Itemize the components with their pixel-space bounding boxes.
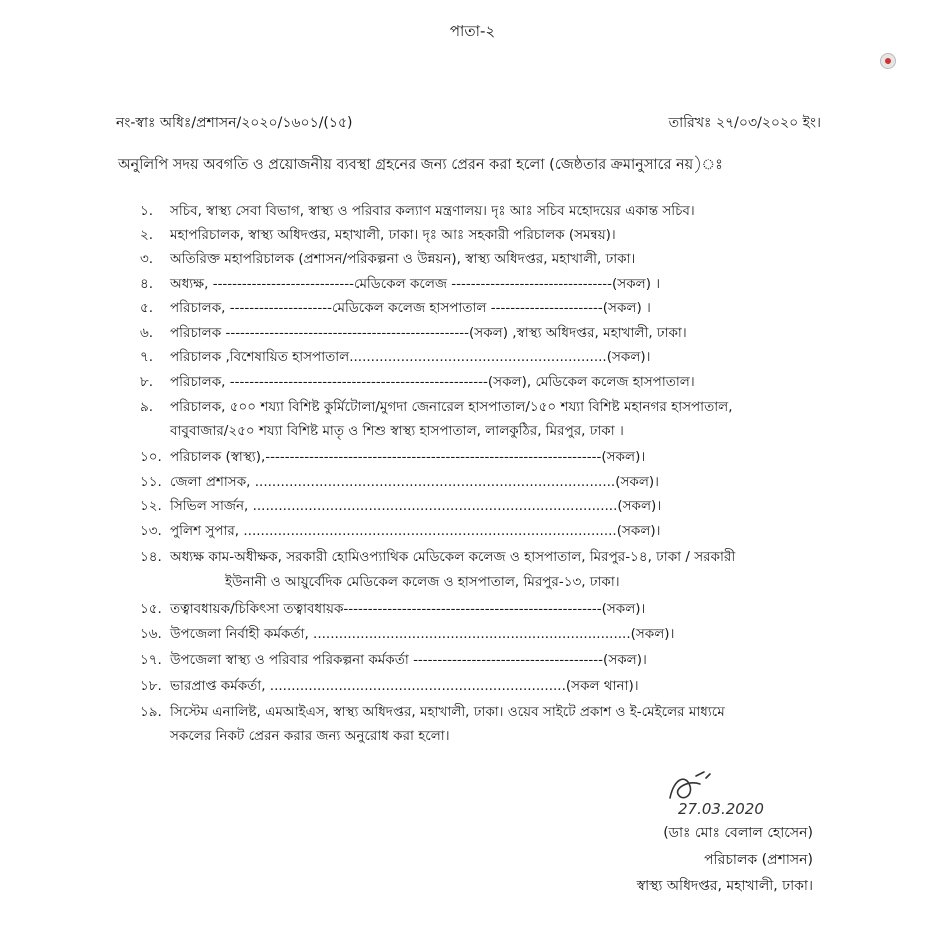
page-label: পাতা-২ — [449, 22, 496, 40]
signatory-designation: পরিচালক (প্রশাসন) — [704, 852, 813, 868]
list-item: ৬. পরিচালক --------------------------------------------------(সকল) ,স্বাস্থ্য অধিদপ্তর, মহাখালী, ঢাকা। — [140, 325, 687, 341]
list-item: ১২. সিভিল সার্জন, .....................................................................................(সকল)। — [140, 498, 662, 514]
list-item: ১৬. উপজেলা নির্বাহী কর্মকর্তা, ..........................................................................(সকল)। — [140, 626, 675, 642]
list-item: ৯. পরিচালক, ৫০০ শয্যা বিশিষ্ট কুর্মিটোলা/মুগদা জেনারেল হাসপাতাল/১৫০ শয্যা বিশিষ্ট মহানগর হাসপাতাল, — [140, 399, 733, 415]
signatory-office: স্বাস্থ্য অধিদপ্তর, মহাখালী, ঢাকা। — [636, 878, 813, 894]
reference-number: নং-স্বাঃ অধিঃ/প্রশাসন/২০২০/১৬০১/(১৫) — [116, 115, 353, 131]
list-item-continuation: ইউনানী ও আয়ুর্বেদিক মেডিকেল কলেজ ও হাসপাতাল, মিরপুর-১৩, ঢাকা। — [225, 574, 620, 590]
list-item-continuation: বাবুবাজার/২৫০ শয্যা বিশিষ্ট মাতৃ ও শিশু স্বাস্থ্য হাসপাতাল, লালকুঠির, মিরপুর, ঢাকা । — [170, 423, 624, 439]
copy-forward-intro: অনুলিপি সদয় অবগতি ও প্রয়োজনীয় ব্যবস্থা গ্রহনের জন্য প্রেরন করা হলো (জেষ্ঠতার ক্রমানুসারে নয়)ঃ — [118, 157, 723, 173]
list-item: ১৯. সিস্টেম এনালিষ্ট, এমআইএস, স্বাস্থ্য অধিদপ্তর, মহাখালী, ঢাকা। ওয়েব সাইটে প্রকাশ ও ই-মেইলের মাধ্যমে — [140, 704, 725, 720]
handwritten-signature — [660, 768, 800, 818]
list-item: ৫. পরিচালক, ---------------------মেডিকেল কলেজ হাসপাতাল -----------------------(সকল) । — [140, 300, 651, 316]
list-item-continuation: সকলের নিকট প্রেরন করার জন্য অনুরোধ করা হলো। — [170, 728, 450, 744]
list-item: ৪. অধ্যক্ষ, -----------------------------মেডিকেল কলেজ ---------------------------------(সকল) । — [140, 276, 661, 292]
list-item: ১৮. ভারপ্রাপ্ত কর্মকর্তা, .....................................................................(সকল থানা)। — [140, 678, 639, 694]
signature-date: 27.03.2020 — [678, 800, 764, 818]
list-item: ১৩. পুলিশ সুপার, .......................................................................................(সকল)। — [140, 523, 661, 539]
list-item: ১৫. তত্বাবধায়ক/চিকিৎসা তত্বাবধায়ক-----------------------------------------------------(সকল)। — [140, 601, 646, 617]
list-item: ১. সচিব, স্বাস্থ্য সেবা বিভাগ, স্বাস্থ্য ও পরিবার কল্যাণ মন্ত্রণালয়। দৃঃ আঃ সচিব মহোদয়ের একান্ত সচিব। — [140, 203, 695, 219]
list-item: ১১. জেলা প্রশাসক, ....................................................................................(সকল)। — [140, 474, 659, 490]
signatory-name: (ডাঃ মোঃ বেলাল হোসেন) — [663, 825, 813, 841]
list-item: ৮. পরিচালক, -----------------------------------------------------(সকল), মেডিকেল কলেজ হাসপাতাল। — [140, 374, 695, 390]
list-item: ৩. অতিরিক্ত মহাপরিচালক (প্রশাসন/পরিকল্পনা ও উন্নয়ন), স্বাস্থ্য অধিদপ্তর, মহাখালী, ঢাকা। — [140, 251, 636, 267]
list-item: ১০. পরিচালক (স্বাস্থ্য),---------------------------------------------------------------------(সকল)। — [140, 449, 646, 465]
issue-date: তারিখঃ ২৭/০৩/২০২০ ইং। — [668, 115, 821, 131]
list-item: ১৪. অধ্যক্ষ কাম-অধীক্ষক, সরকারী হোমিওপ্যাথিক মেডিকেল কলেজ ও হাসপাতাল, মিরপুর-১৪, ঢাকা / সরকারী — [140, 549, 736, 565]
list-item: ৭. পরিচালক ,বিশেষায়িত হাসপাতাল............................................................(সকল)। — [140, 349, 651, 365]
list-item: ১৭. উপজেলা স্বাস্থ্য ও পরিবার পরিকল্পনা কর্মকর্তা ---------------------------------------(সকল)। — [140, 652, 647, 668]
list-item: ২. মহাপরিচালক, স্বাস্থ্য অধিদপ্তর, মহাখালী, ঢাকা। দৃঃ আঃ সহকারী পরিচালক (সমন্বয়)। — [140, 227, 616, 243]
seal-mark-icon — [880, 53, 896, 69]
